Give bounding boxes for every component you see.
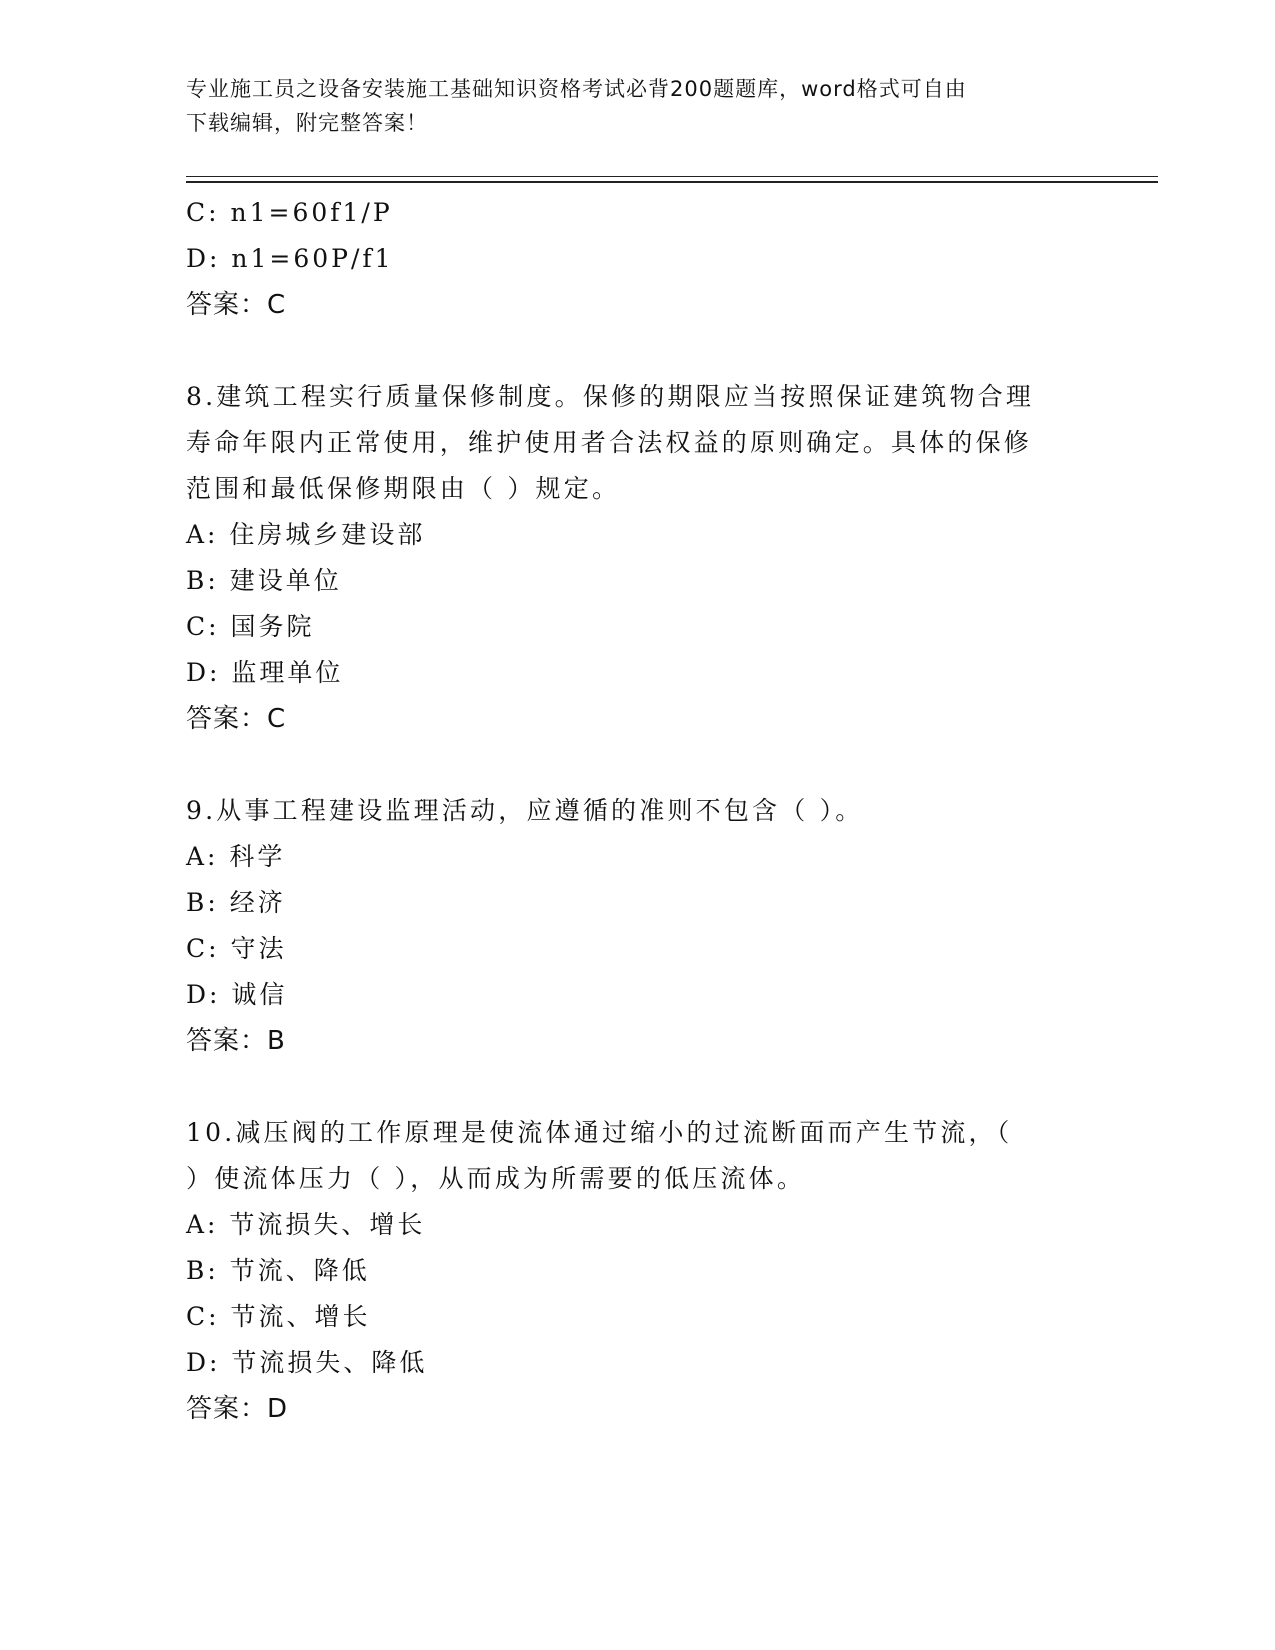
option-d: D: 节流损失、降低 [186,1348,428,1377]
option-c: C: 节流、增长 [186,1302,371,1331]
option-c: C: 守法 [186,934,287,963]
page-header [186,72,1066,140]
spacer [186,328,1066,374]
header-rule-thin [186,176,1158,177]
question-text-line: 10.减压阀的工作原理是使流体通过缩小的过流断面而产生节流，（ [186,1118,1013,1147]
spacer [186,1064,1066,1110]
question-text-line: 寿命年限内正常使用，维护使用者合法权益的原则确定。具体的保修 [186,428,1033,457]
question-8 [186,374,1066,742]
question-list [186,190,1066,1432]
option-a: A: 科学 [186,842,286,871]
option-a: A: 节流损失、增长 [186,1210,426,1239]
option-c: C: n1=60f1/P [186,198,393,227]
answer-line: 答案：C [186,704,287,734]
option-d: D: 诚信 [186,980,288,1009]
answer-line: 答案：B [186,1026,286,1056]
question-9 [186,788,1066,1064]
option-c: C: 国务院 [186,612,315,641]
header-rule-thick [186,181,1158,183]
question-text-line: 范围和最低保修期限由（ ）规定。 [186,474,621,503]
option-d: D: n1=60P/f1 [186,244,394,273]
spacer [186,742,1066,788]
question-10 [186,1110,1066,1432]
answer-line: 答案：C [186,290,287,320]
question-text-line: ）使流体压力（ ），从而成为所需要的低压流体。 [186,1164,806,1193]
header-line-2: 下载编辑，附完整答案！ [186,111,428,135]
question-text-line: 8.建筑工程实行质量保修制度。保修的期限应当按照保证建筑物合理 [186,382,1035,411]
option-b: B: 经济 [186,888,286,917]
option-b: B: 节流、降低 [186,1256,370,1285]
option-b: B: 建设单位 [186,566,342,595]
question-text-line: 9.从事工程建设监理活动，应遵循的准则不包含（ ）。 [186,796,864,825]
header-line-1: 专业施工员之设备安装施工基础知识资格考试必背200题题库，word格式可自由 [186,77,967,101]
question-7-tail [186,190,1066,328]
option-a: A: 住房城乡建设部 [186,520,426,549]
option-d: D: 监理单位 [186,658,344,687]
answer-line: 答案：D [186,1394,289,1424]
